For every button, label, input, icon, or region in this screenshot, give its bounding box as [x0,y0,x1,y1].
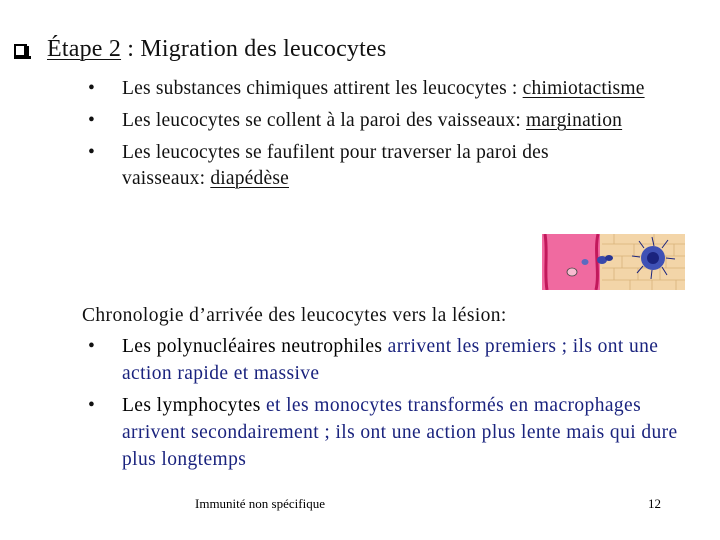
chronology-section [82,302,702,478]
term-chimiotactisme: chimiotactisme [522,78,645,99]
diapedesis-svg [542,234,685,290]
bullet-marker: • [88,336,96,357]
bullet-marker: • [88,142,96,163]
title-rest: : Migration des leucocytes [121,36,387,62]
list-item [82,392,702,473]
chronology-title: Chronologie d’arrivée des leucocytes vers la lésion: [82,305,507,326]
arrival-text: arrivent les premiers ; [382,336,573,357]
footer-caption: Immunité non spécifique [195,496,325,511]
action-text: ils ont une action plus lente mais qui dure plus longtemps [122,422,678,470]
page-number: 12 [648,496,661,511]
list-item [82,333,702,387]
bullet-marker: • [88,395,96,416]
term-diapedese: diapédèse [210,168,289,189]
lymphocytes-label: Les lymphocytes [122,395,261,416]
macrophages-label: macrophages [533,395,642,416]
arrival-text: arrivent secondairement ; [122,422,336,443]
title-text [47,36,386,63]
bullet-text: Les leucocytes se faufilent pour traverser la paroi des vaisseaux: [122,142,549,189]
diapedesis-illustration [542,234,685,290]
bullet-marker: • [88,78,96,99]
title-step-label: Étape 2 [47,36,122,62]
checkbox-bullet-icon [14,44,27,57]
monocytes-text: et les monocytes transformés en [260,395,534,416]
bullet-text: Les leucocytes se collent à la paroi des vaisseaux: [122,110,527,131]
list-item [82,140,702,192]
action-text: ils ont une action rapide et massive [122,336,659,384]
bullet-marker: • [88,110,96,131]
process-bullet-list [82,76,702,198]
list-item [82,108,702,134]
bullet-text: Les substances chimiques attirent les leucocytes : [122,78,523,99]
list-item [82,76,702,102]
neutrophils-label: Les polynucléaires neutrophiles [122,336,383,357]
term-margination: margination [526,110,623,131]
slide-title [14,36,386,63]
